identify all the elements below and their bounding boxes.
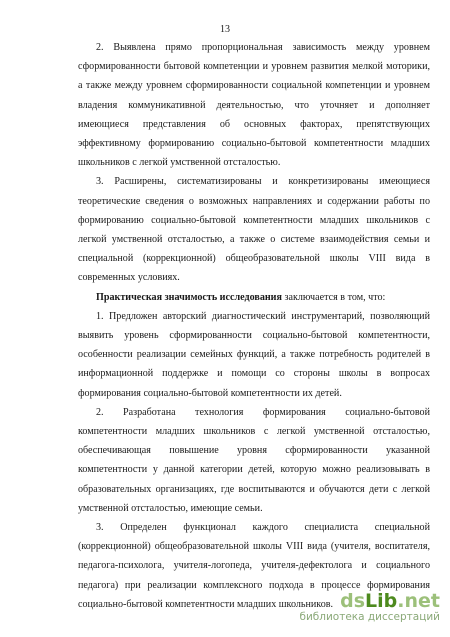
dslib-subtitle: библиотека диссертаций <box>299 611 440 623</box>
practical-significance-intro: заключается в том, что: <box>281 291 386 303</box>
paragraph-practical-3: 3. Определен функционал каждого специалиста специальной (коррекционной) общеобразовательной школы VIII вида (учителя, воспитателя, педагога-психолога, учителя-логопеда, учителя-дефектолога и социального педагога) при реализации комплексного подхода в процессе формирования социально-бытовой компетентности младших школьников. <box>78 522 430 610</box>
dslib-watermark <box>282 591 442 627</box>
page-number: 13 <box>220 24 230 35</box>
paragraph-practical-2: 2. Разработана технология формирования социально-бытовой компетентности младших школьников с легкой умственной отсталостью, обеспечивающая повышение уровня сформированности указанной компетентности у данной категории детей, которую можно реализовывать в образовательных организациях, где воспитываются и обучаются дети с легкой умственной отсталостью, имеющие семьи. <box>78 406 430 514</box>
document-body <box>78 38 430 614</box>
paragraph-practical-1: 1. Предложен авторский диагностический инструментарий, позволяющий выявить уровень сформированности социально-бытовой компетентности, особенности реализации семейных функций, а также потребность родителей в информационной поддержке и помощи со стороны школы в вопросах формирования социально-бытовой компетентности их детей. <box>78 310 430 399</box>
practical-significance-heading: Практическая значимость исследования <box>96 291 282 303</box>
paragraph-finding-2: 2. Выявлена прямо пропорциональная зависимость между уровнем сформированности бытовой компетенции и уровнем развития мелкой моторики, а также между уровнем сформированности социальной компетенции и уровнем владения коммуникативной деятельностью, что уточняет и дополняет имеющиеся представления об основных факторах, препятствующих эффективному формированию социально-бытовой компетентности младших школьников с легкой умственной отсталостью. <box>78 42 430 169</box>
dslib-logo: dsLib.net <box>340 590 440 612</box>
paragraph-finding-3: 3. Расширены, систематизированы и конкретизированы имеющиеся теоретические сведения о возможных направлениях и содержании работы по формированию социально-бытовой компетентности младших школьников с легкой умственной отсталостью, а также о системе взаимодействия семьи и специальной (коррекционной) общеобразовательной школы VIII вида в современных условиях. <box>78 176 430 284</box>
paragraph-practical-significance <box>78 288 430 307</box>
